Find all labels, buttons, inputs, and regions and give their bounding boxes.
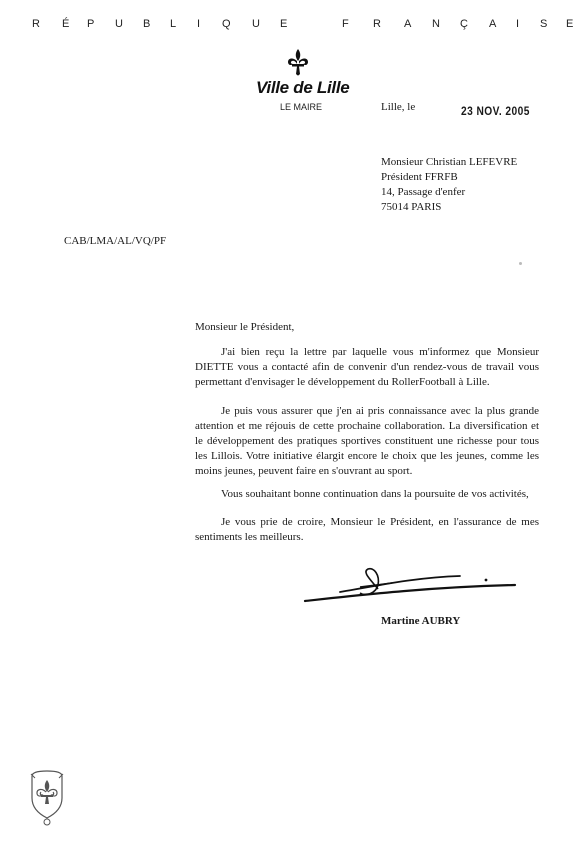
city-coat-of-arms-icon (28, 770, 66, 828)
header-letter: I (516, 18, 520, 30)
fleur-de-lis-icon (286, 48, 310, 78)
header-letter: Q (222, 18, 231, 30)
header-letter: B (143, 18, 151, 30)
header-letter: Ç (460, 18, 468, 30)
header-letter: F (342, 18, 349, 30)
header-letter: U (252, 18, 260, 30)
header-letter: R (373, 18, 381, 30)
recipient-address (381, 155, 517, 215)
body-paragraph: J'ai bien reçu la lettre par laquelle vous m'informez que Monsieur DIETTE vous a contacté afin de convenir d'un rendez-vous de travail vous permettant d'envisager le développement du RollerFootball à Lille. (195, 346, 539, 388)
header-letter: E (280, 18, 288, 30)
header-letter: N (432, 18, 440, 30)
body-paragraph: Je puis vous assurer que j'en ai pris connaissance avec la plus grande attention et me réjouis de cette prochaine collaboration. La diversification et le développement des pratiques sportives constituent une richesse pour tous les Lillois. Votre initiative élargit encore le choix que les jeunes, comme les moins jeunes, peuvent faire en s'ouvrant au sport. (195, 405, 539, 477)
letter-place: Lille, le (381, 101, 416, 113)
salutation: Monsieur le Président, (195, 321, 295, 333)
scan-speck (519, 262, 522, 265)
header-letter: P (87, 18, 95, 30)
header-letter: A (404, 18, 412, 30)
office-title: LE MAIRE (280, 102, 323, 112)
recipient-city: 75014 PARIS (381, 201, 442, 213)
header-letter: É (62, 18, 70, 30)
recipient-title: Président FFRFB (381, 171, 458, 183)
handwritten-signature (300, 567, 525, 612)
header-letter: S (540, 18, 548, 30)
header-letter: I (197, 18, 201, 30)
header-letter: E (566, 18, 574, 30)
letter-date-stamp: 23 NOV. 2005 (461, 104, 530, 118)
header-letter: U (115, 18, 123, 30)
header-letter: R (32, 18, 40, 30)
recipient-name: Monsieur Christian LEFEVRE (381, 156, 518, 168)
letter-reference: CAB/LMA/AL/VQ/PF (64, 235, 167, 247)
body-paragraph: Vous souhaitant bonne continuation dans la poursuite de vos activités, (221, 488, 529, 500)
header-letter: A (489, 18, 497, 30)
recipient-street: 14, Passage d'enfer (381, 186, 466, 198)
city-logo-text: Ville de Lille (256, 78, 350, 97)
closing-paragraph: Je vous prie de croire, Monsieur le Président, en l'assurance de mes sentiments les meilleurs. (195, 516, 539, 543)
republique-francaise-header (0, 18, 588, 38)
header-letter: L (170, 18, 177, 30)
signatory-name: Martine AUBRY (381, 615, 461, 627)
